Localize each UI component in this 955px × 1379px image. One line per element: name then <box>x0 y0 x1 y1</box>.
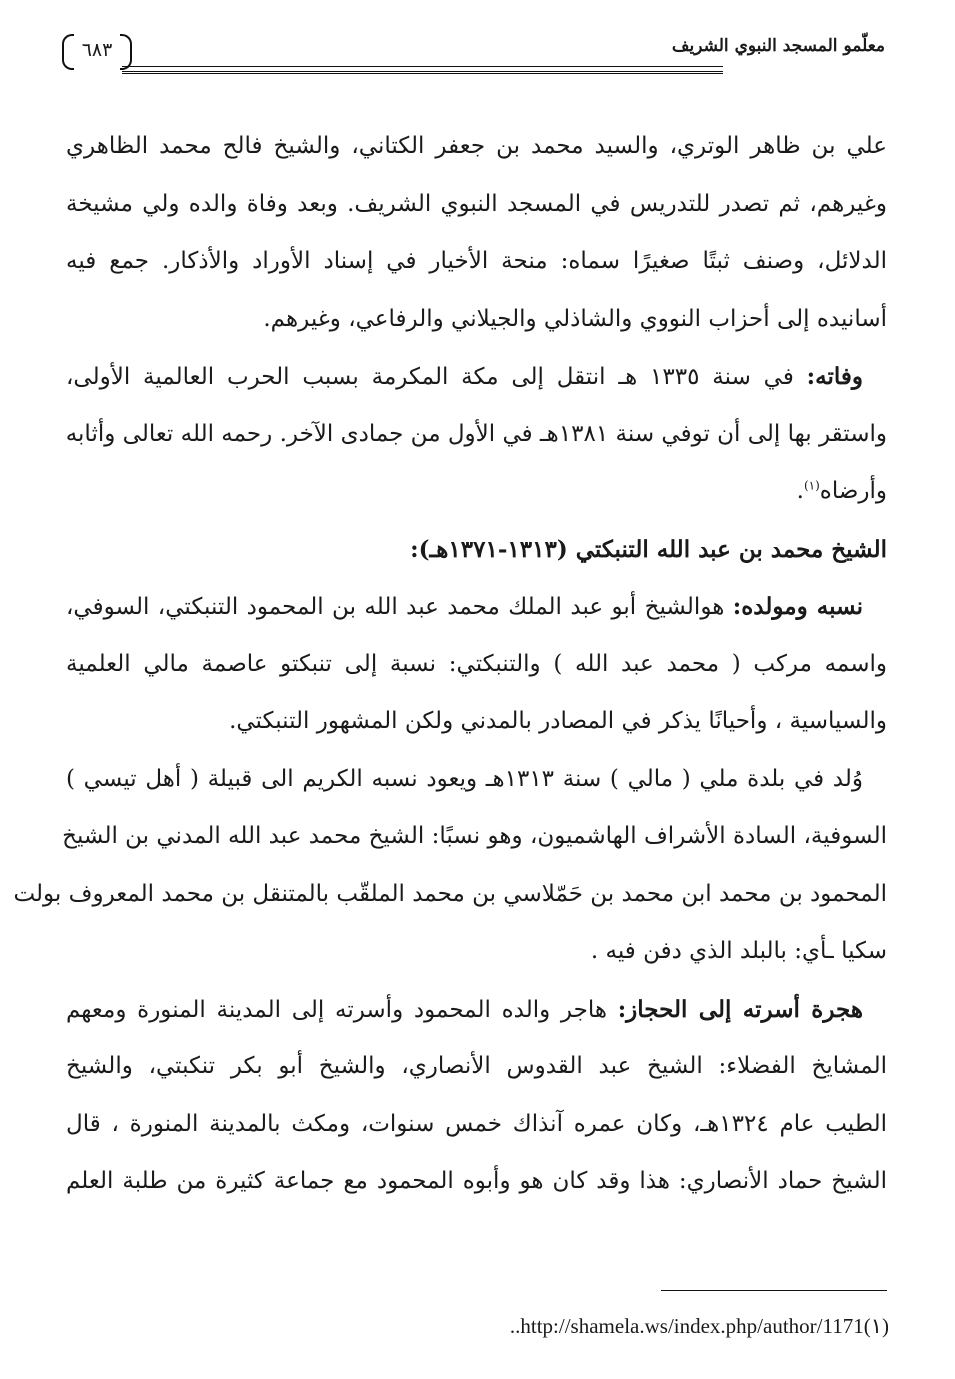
text-line <box>66 463 887 521</box>
page-number: ٦٨٣ <box>62 32 132 68</box>
running-header <box>62 28 885 74</box>
text-line: الطيب عام ١٣٢٤هـ، وكان عمره آنذاك خمس سنوات، ومكث بالمدينة المنورة ، قال <box>66 1110 887 1137</box>
text-line <box>66 578 887 636</box>
text-run: هاجر والده المحمود وأسرته إلى المدينة المنورة ومعهم <box>66 996 618 1023</box>
text-line: الشيخ حماد الأنصاري: هذا وقد كان هو وأبوه المحمود مع جماعة كثيرة من طلبة العلم <box>66 1168 887 1194</box>
footnote-reference[interactable]: (١) <box>803 478 820 493</box>
text-line: واسمه مركب ( محمد عبد الله ) والتنبكتي: نسبة إلى تنبكتو عاصمة مالي العلمية <box>66 650 887 677</box>
text-run: وأرضاه <box>819 478 887 504</box>
section-label-death: وفاته: <box>806 363 863 390</box>
text-line: والسياسية ، وأحيانًا يذكر في المصادر بالمدني ولكن المشهور التنبكتي. <box>229 708 887 734</box>
header-rule-thin <box>122 66 723 67</box>
text-line: وُلد في بلدة ملي ( مالي ) سنة ١٣١٣هـ ويعود نسبه الكريم الى قبيلة ( أهل تيسي ) <box>66 765 863 792</box>
text-line: واستقر بها إلى أن توفي سنة ١٣٨١هـ في الأول من جمادى الآخر. رحمه الله تعالى وأثابه <box>65 420 887 447</box>
text-run: في سنة ١٣٣٥ هـ انتقل إلى مكة المكرمة بسبب الحرب العالمية الأولى، <box>66 364 807 390</box>
book-title: معلّمو المسجد النبوي الشريف <box>671 36 885 56</box>
text-line: السوفية، السادة الأشراف الهاشميون، وهو نسبًا: الشيخ محمد عبد الله المدني بن الشيخ <box>62 823 887 849</box>
footnote <box>510 1314 889 1339</box>
text-line: أسانيده إلى أحزاب النووي والشاذلي والجيلاني والرفاعي، وغيرهم. <box>263 305 887 332</box>
section-label-migration: هجرة أسرته إلى الحجاز: <box>617 995 863 1023</box>
text-line: وغيرهم، ثم تصدر للتدريس في المسجد النبوي الشريف. وبعد وفاة والده ولي مشيخة <box>66 190 887 217</box>
text-line: المحمود بن محمد ابن محمد بن حَمّلاسي بن محمد الملقّب بالمتنقل بن محمد المعروف بولت <box>13 880 887 907</box>
text-line: علي بن ظاهر الوتري، والسيد محمد بن جعفر الكتاني، والشيخ فالح محمد الظاهري <box>66 133 887 159</box>
header-rule <box>122 71 723 74</box>
text-run: . <box>796 478 804 504</box>
text-line: المشايخ الفضلاء: الشيخ عبد القدوس الأنصاري، والشيخ أبو بكر تنكبتي، والشيخ <box>66 1053 887 1079</box>
text-line <box>66 981 887 1039</box>
text-line: الدلائل، وصنف ثبتًا صغيرًا سماه: منحة الأخيار في إسناد الأوراد والأذكار. جمع فيه <box>66 248 887 274</box>
footnote-marker: (١) <box>863 1314 889 1338</box>
footnote-link[interactable]: ..http://shamela.ws/index.php/author/1171 <box>509 1314 864 1338</box>
text-line <box>66 348 887 406</box>
text-run: هوالشيخ أبو عبد الملك محمد عبد الله بن المحمود التنبكتي، السوفي، <box>66 594 733 620</box>
section-label-lineage: نسبه ومولده: <box>732 593 863 620</box>
section-heading: الشيخ محمد بن عبد الله التنبكتي (١٣١٣-١٣٧١هـ): <box>410 535 887 563</box>
text-line: سكيا ـأي: بالبلد الذي دفن فيه . <box>590 938 887 964</box>
body-text <box>13 118 887 1211</box>
footnote-divider <box>661 1290 887 1291</box>
